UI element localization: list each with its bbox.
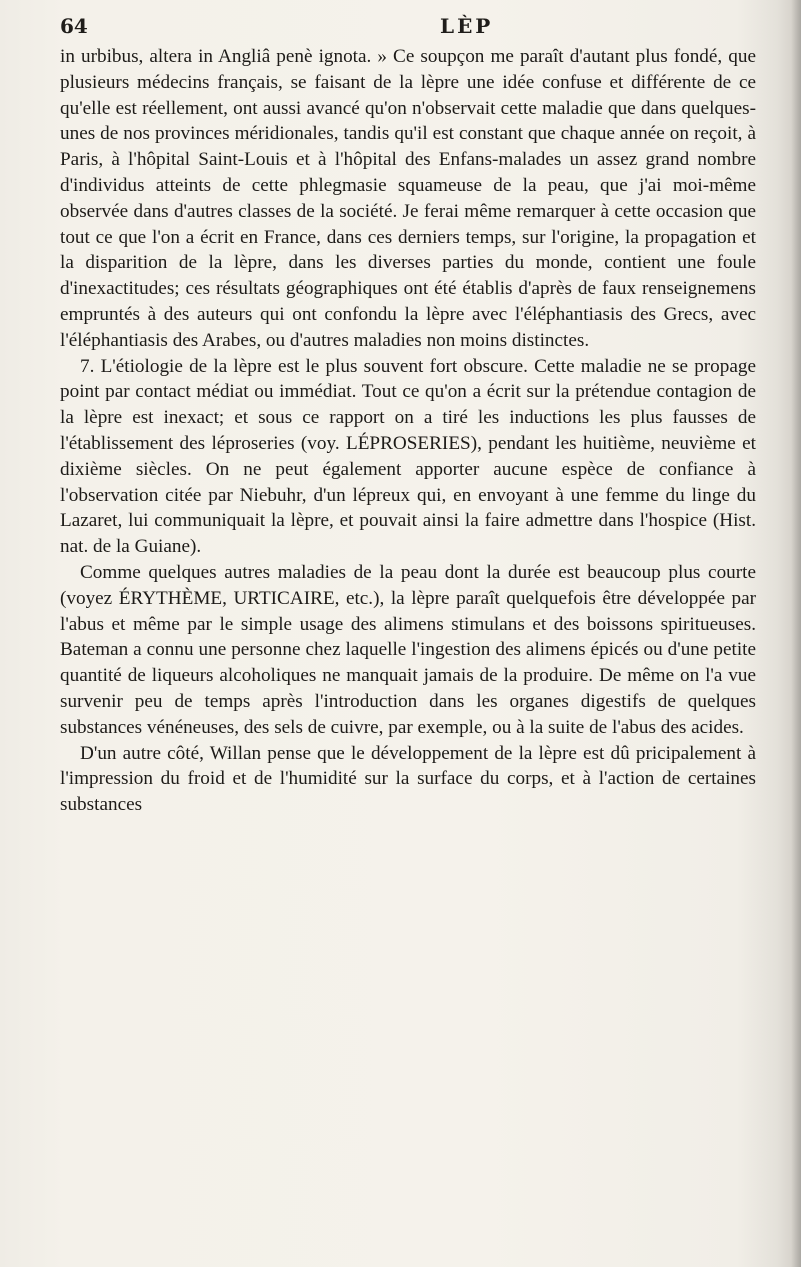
page-header	[60, 14, 750, 42]
page-number: 64	[60, 14, 88, 38]
paragraph-1: in urbibus, altera in Angliâ penè ignota. » Ce soupçon me paraît d'autant plus fondé, que plusieurs médecins français, se faisant de la lèpre une idée confuse et différente de ce qu'elle est réellement, ont aussi avancé qu'on n'observait cette maladie que dans quelques-unes de nos provinces méridionales, tandis qu'il est constant que chaque année on reçoit, à Paris, à l'hôpital Saint-Louis et à l'hôpital des Enfans-malades un assez grand nombre d'individus atteints de cette phlegmasie squameuse de la peau, que j'ai moi-même observée dans d'autres classes de la société. Je ferai même remarquer à cette occasion que tout ce que l'on a écrit en France, dans ces derniers temps, sur l'origine, la propagation et la disparition de la lèpre, dans les diverses parties du monde, contient une foule d'inexactitudes; ces résultats géographiques ont été établis d'après de faux renseignemens empruntés à des auteurs qui ont confondu la lèpre avec l'éléphantiasis des Grecs, avec l'éléphantiasis des Arabes, ou d'autres maladies non moins distinctes.	[60, 46, 756, 351]
paragraph-4: D'un autre côté, Willan pense que le développement de la lèpre est dû pricipalement à l'impression du froid et de l'humidité sur la surface du corps, et à l'action de certaines substances	[60, 742, 756, 816]
paragraph-2: 7. L'étiologie de la lèpre est le plus souvent fort obscure. Cette maladie ne se propage point par contact médiat ou immédiat. Tout ce qu'on a écrit sur la prétendue contagion de la lèpre est inexact; et sous ce rapport on a tiré les inductions les plus fausses de l'établissement des léproseries (voy. LÉPROSERIES), pendant les huitième, neuvième et dixième siècles. On ne peut également apporter aucune espèce de confiance à l'observation citée par Niebuhr, d'un lépreux qui, en envoyant à une femme du linge du Lazaret, lui communiquait la lèpre, et pouvait ainsi la faire admettre dans l'hospice (Hist. nat. de la Guiane).	[60, 355, 756, 558]
body-text	[60, 44, 756, 818]
page-edge-shadow	[791, 0, 801, 1267]
paragraph-3: Comme quelques autres maladies de la peau dont la durée est beaucoup plus courte (voyez ÉRYTHÈME, URTICAIRE, etc.), la lèpre paraît quelquefois être développée par l'abus et même par le simple usage des alimens stimulans et des boissons spiritueuses. Bateman a connu une personne chez laquelle l'ingestion des alimens épicés ou d'une petite quantité de liqueurs alcoholiques ne manquait jamais de la produire. De même on l'a vue survenir peu de temps après l'introduction dans les organes digestifs de quelques substances vénéneuses, des sels de cuivre, par exemple, ou à la suite de l'abus des acides.	[60, 561, 756, 738]
running-head: LÈP	[440, 14, 494, 38]
